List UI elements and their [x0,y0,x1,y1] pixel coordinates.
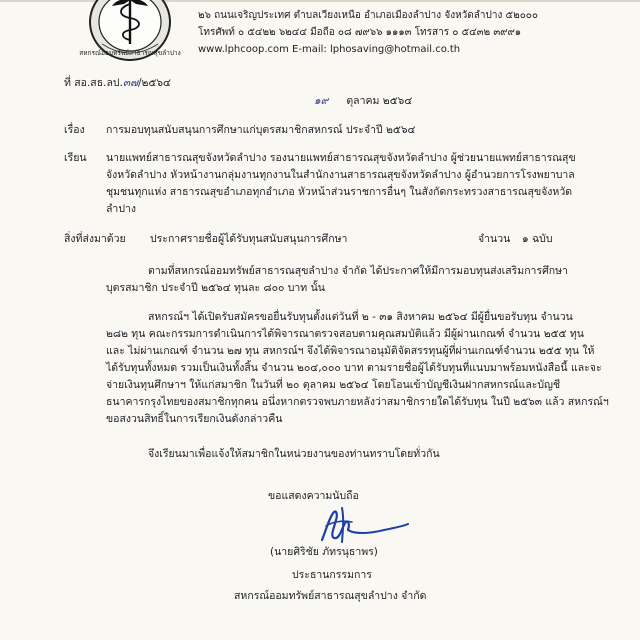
handwritten-signature-icon [312,500,412,550]
recipient-line: นายแพทย์สาธารณสุขจังหวัดลำปาง รองนายแพทย์สาธารณสุขจังหวัดลำปาง ผู้ช่วยนายแพทย์สาธารณสุข [106,152,576,164]
body-para2-line: จ่ายเงินทุนศึกษาฯ ให้แก่สมาชิก ในวันที่ ๒๐ ตุลาคม ๒๕๖๔ โดยโอนเข้าบัญชีเงินฝากสหกรณ์และบัญชี [106,379,561,391]
recipient-label: เรียน [64,152,87,164]
enclosure-item: ประกาศรายชื่อผู้ได้รับทุนสนับสนุนการศึกษา [150,233,348,245]
signatory-name: (นายศิริชัย ภัทรนุธาพร) [270,546,378,558]
ref-handwritten-number: ๓๗ [122,77,138,89]
body-para2-line: ได้รับทุนทั้งหมด รวมเป็นเงินทั้งสิ้น จำนวน ๒๐๔,๐๐๐ บาท ตามรายชื่อผู้ได้รับทุนที่แนบมาพร้อมหนังสือนี้ และจะ [106,362,602,374]
body-para2-line: ขอสงวนสิทธิ์ในการเรียกเงินดังกล่าวคืน [106,413,283,425]
date-month-year: ตุลาคม ๒๕๖๔ [346,95,413,107]
subject-text: การมอบทุนสนับสนุนการศึกษาแก่บุตรสมาชิกสหกรณ์ ประจำปี ๒๕๖๔ [106,124,416,136]
body-para1-line: บุตรสมาชิก ประจำปี ๒๕๖๔ ทุนละ ๘๐๐ บาท นั้น [106,282,325,294]
letter-date [314,95,412,108]
recipient-line: ชุมชนทุกแห่ง สาธารณสุขอำเภอทุกอำเภอ หัวหน้าส่วนราชการอื่นๆ ในสังกัดกระทรวงสาธารณสุขจังหวัด [106,186,573,198]
enclosure-qty-label: จำนวน [478,233,511,245]
body-para2-line: ธนาคารกรุงไทยของสมาชิกทุกคน อนึ่งหากตรวจพบภายหลังว่าสมาชิกรายใดได้รับทุน ในปี ๒๕๖๓ แล้ว สหกรณ์ฯ [106,396,609,408]
svg-text:สหกรณ์ออมทรัพย์สาธารณสุขลำปาง: สหกรณ์ออมทรัพย์สาธารณสุขลำปาง [79,49,181,57]
letterhead-address: ๒๖ ถนนเจริญประเทศ ตำบลเวียงเหนือ อำเภอเมืองลำปาง จังหวัดลำปาง ๕๒๐๐๐ [198,10,539,21]
cooperative-logo-icon [79,0,181,62]
body-para2-line: สหกรณ์ฯ ได้เปิดรับสมัครขอยื่นรับทุนตั้งแต่วันที่ ๒ - ๓๑ สิงหาคม ๒๕๖๔ มีผู้ยื่นขอรับทุน จำนวน [148,311,573,323]
recipient-line: จังหวัดลำปาง หัวหน้างานกลุ่มงานทุกงานในสำนักงานสาธารณสุขจังหวัดลำปาง ผู้อำนวยการโรงพยาบาล [106,169,575,181]
closing-regards: ขอแสดงความนับถือ [268,490,359,502]
body-para2-line: และ ไม่ผ่านเกณฑ์ จำนวน ๒๗ ทุน สหกรณ์ฯ จึงได้พิจารณาอนุมัติจัดสรรทุนผู้ที่ผ่านเกณฑ์จำนวน ๒๕๕ ทุน ให้ [106,345,595,357]
body-para3: จึงเรียนมาเพื่อแจ้งให้สมาชิกในหน่วยงานของท่านทราบโดยทั่วกัน [148,448,440,460]
body-para1-line: ตามที่สหกรณ์ออมทรัพย์สาธารณสุขลำปาง จำกัด ได้ประกาศให้มีการมอบทุนส่งเสริมการศึกษา [148,265,568,277]
ref-suffix: /๒๕๖๔ [137,77,172,89]
reference-number [64,77,171,90]
subject-label: เรื่อง [64,124,85,136]
recipient-line: ลำปาง [106,203,137,215]
letterhead-phone: โทรศัพท์ ๐ ๕๔๒๒ ๖๒๔๔ มือถือ ๐๘ ๗๙๖๖ ๑๑๑๓ โทรสาร ๐ ๕๔๓๒ ๓๙๙๑ [198,27,522,38]
enclosure-qty: ๑ ฉบับ [522,233,553,245]
date-handwritten-day: ๑๙ [314,95,329,107]
ref-prefix: ที่ สอ.สธ.ลป. [64,77,123,89]
body-para2-line: ๒๘๒ ทุน คณะกรรมการดำเนินการได้พิจารณาตรวจสอบตามคุณสมบัติแล้ว มีผู้ผ่านเกณฑ์ จำนวน ๒๕๕ ทุน [106,328,584,340]
enclosure-label: สิ่งที่ส่งมาด้วย [64,233,126,245]
signatory-organization: สหกรณ์ออมทรัพย์สาธารณสุขลำปาง จำกัด [234,590,427,602]
letterhead-web-email: www.lphcoop.com E-mail: lphosaving@hotmail.co.th [198,44,461,55]
signatory-position: ประธานกรรมการ [292,569,372,581]
